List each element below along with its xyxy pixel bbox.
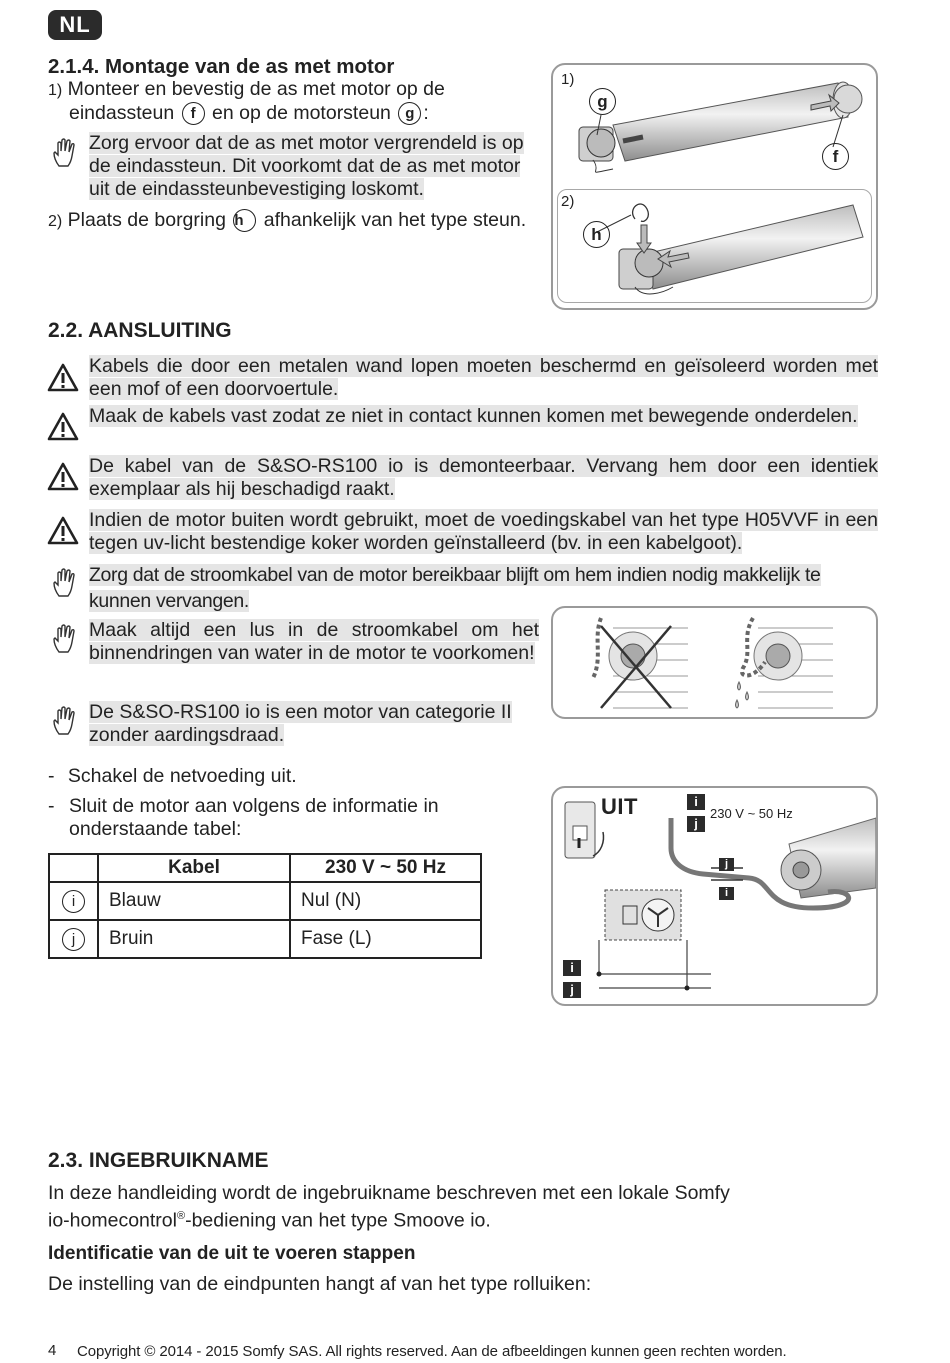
table-cell-kabel: Blauw — [98, 882, 290, 920]
table-header-voltage: 230 V ~ 50 Hz — [290, 854, 481, 882]
table-cell-value: Nul (N) — [290, 882, 481, 920]
bullet-connect — [48, 795, 488, 841]
intro-paragraph-brand: io-homecontrol — [48, 1209, 177, 1232]
wire-marker-i-top: i — [687, 794, 705, 810]
uit-label: UIT — [601, 794, 638, 819]
subtitle-steps: Identificatie van de uit te voeren stappen — [48, 1243, 416, 1264]
wire-marker-j-top: j — [687, 816, 705, 832]
copyright: Copyright © 2014 - 2015 Somfy SAS. All rights reserved. Aan de afbeeldingen kunnen geen rechten worden. — [77, 1343, 787, 1360]
warning-4 — [89, 509, 878, 555]
hand-icon — [50, 622, 82, 654]
hand-icon — [50, 136, 82, 168]
step-1-text-b: eindassteun — [69, 102, 175, 124]
section-title-2-3: 2.3. INGEBRUIKNAME — [48, 1149, 269, 1172]
step-2 — [48, 209, 532, 233]
hand-icon — [50, 704, 82, 736]
figure-label-g: g — [589, 88, 616, 115]
warning-icon — [47, 411, 79, 443]
intro-paragraph-end: -bediening van het type Smoove io. — [185, 1209, 491, 1232]
table-header-row — [49, 854, 481, 882]
step-2-text-a: Plaats de borgring — [67, 209, 226, 231]
step-1-text-d: : — [423, 102, 429, 124]
figure-label-h: h — [583, 221, 610, 248]
table-cell-symbol: i — [49, 882, 98, 920]
language-badge: NL — [48, 10, 102, 40]
bullet-dash: - — [48, 765, 55, 787]
intro-paragraph — [48, 1182, 878, 1233]
table-row — [49, 882, 481, 920]
table-cell-kabel: Bruin — [98, 920, 290, 958]
step-1-text-a: Monteer en bevestig de as met motor op de — [67, 78, 445, 100]
endpoints-paragraph: De instelling van de eindpunten hangt af van het type rolluiken: — [48, 1273, 592, 1295]
table-header-kabel: Kabel — [98, 854, 290, 882]
warning-3-text: De kabel van de S&SO-RS100 io is demonteerbaar. Vervang hem door een identiek exemplaar als hij beschadigd raakt. — [89, 455, 878, 500]
note-cable-access-text: Zorg dat de stroomkabel van de motor bereikbaar blijft om hem indien nodig makkelijk te kunnen vervangen. — [89, 564, 821, 612]
step-2-text-b: afhankelijk van het type steun. — [263, 209, 527, 231]
page-number: 4 — [48, 1342, 57, 1359]
warning-3 — [89, 455, 878, 501]
note-category — [89, 701, 539, 747]
table-row — [49, 920, 481, 958]
warning-1-text: Kabels die door een metalen wand lopen moeten beschermd en geïsoleerd worden met een mof of een doorvoertule. — [89, 355, 878, 400]
warning-2-text: Maak de kabels vast zodat ze niet in contact kunnen komen met bewegende onderdelen. — [89, 405, 858, 427]
wire-marker-j-mid: j — [719, 858, 734, 871]
note-lock-text: Zorg ervoor dat de as met motor vergrendeld is op de eindassteun. Dit voorkomt dat de as met motor uit de eindassteunbevestiging loskomt. — [89, 132, 524, 200]
wire-marker-i-mid: i — [719, 887, 734, 900]
table-header-symbol — [49, 854, 98, 882]
bullet-connect-text: Sluit de motor aan volgens de informatie in onderstaande tabel: — [69, 795, 439, 840]
figure-step-2-label: 2) — [561, 193, 575, 210]
warning-2 — [89, 405, 878, 428]
cable-loop-figure — [551, 606, 878, 719]
warning-1 — [89, 355, 878, 401]
step-2-number: 2) — [48, 213, 63, 230]
wiring-voltage-label: 230 V ~ 50 Hz — [710, 806, 793, 821]
section-title-2-1-4: 2.1.4. Montage van de as met motor — [48, 55, 395, 78]
warning-icon — [47, 515, 79, 547]
figure-label-f: f — [822, 143, 849, 170]
table-cell-value: Fase (L) — [290, 920, 481, 958]
step-1-number: 1) — [48, 82, 63, 99]
section-title-2-2: 2.2. AANSLUITING — [48, 319, 232, 342]
step-1-text-c: en op de motorsteun — [212, 102, 391, 124]
step-1 — [48, 78, 532, 125]
wiring-table — [48, 853, 482, 959]
figure-step-1-label: 1) — [561, 71, 575, 88]
warning-4-text: Indien de motor buiten wordt gebruikt, moet de voedingskabel van het type H05VVF in een tegen uv-licht bestendige koker worden geïnstalleerd (bv. in een kabelgoot). — [89, 509, 878, 554]
wiring-figure — [551, 786, 878, 1006]
wire-marker-i-bottom: i — [563, 960, 581, 976]
table-cell-symbol: j — [49, 920, 98, 958]
note-lock-block — [89, 132, 532, 201]
label-f-circle: f — [182, 102, 205, 125]
registered-mark: ® — [176, 1210, 186, 1222]
label-h-circle: h — [233, 209, 256, 232]
mounting-figure — [551, 63, 878, 310]
note-category-text: De S&SO-RS100 io is een motor van categorie II zonder aardingsdraad. — [89, 701, 512, 746]
warning-icon — [47, 461, 79, 493]
intro-paragraph-line-1: In deze handleiding wordt de ingebruikname beschreven met een lokale Somfy — [48, 1182, 730, 1204]
note-cable-loop — [89, 619, 539, 665]
hand-icon — [50, 566, 82, 598]
cable-loop-illustration — [553, 608, 876, 717]
note-cable-loop-text: Maak altijd een lus in de stroomkabel om het binnendringen van water in de motor te voorkomen! — [89, 619, 539, 664]
wire-marker-j-bottom: j — [563, 982, 581, 998]
warning-icon — [47, 362, 79, 394]
bullet-power-off — [48, 765, 297, 788]
label-g-circle: g — [398, 102, 421, 125]
bullet-power-off-text: Schakel de netvoeding uit. — [67, 765, 297, 787]
bullet-dash: - — [48, 795, 55, 817]
